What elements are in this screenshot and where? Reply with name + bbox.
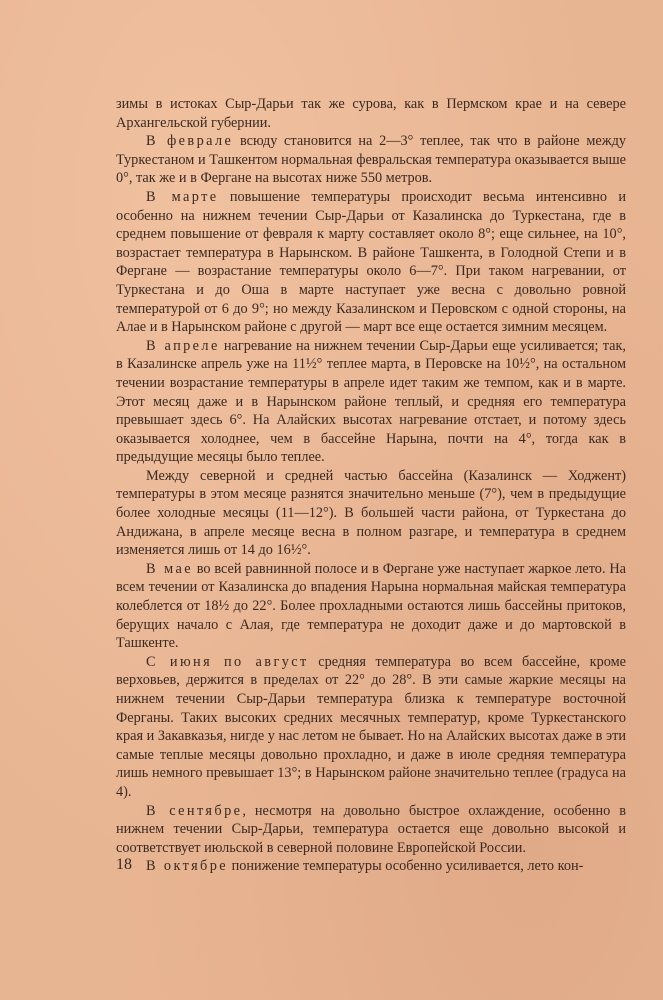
paragraph-march-text: повышение температуры происходит весьма интенсивно и особенно на нижнем течении Сыр-Дарьи от Казалинска до Туркестана, где в среднем повышение от февраля к марту составляет около 8°; еще сильнее, на 10°, возрастает температура в Нарынском. В районе Ташкента, в Голодной Степи и в Фергане — возрастание температуры около 6—7°. При таком нагревании, от Туркестана и до Оша в марте наступает уже весна с довольно ровной температурой от 6 до 9°; но между Казалинском и Перовском с одной стороны, на Алае и в Нарынском районе с другой — март все еще остается зимним месяцем. <box>116 188 626 336</box>
paragraph-1 <box>116 95 626 132</box>
paragraph-april-text: нагревание на нижнем течении Сыр-Дарьи еще усиливается; так, в Казалинске апрель уже на 11½° теплее марта, в Перовске на 10½°, на остальном течении возрастание температуры в апреле идет таким же темпом, как и в марте. Этот месяц даже и в Нарынском районе теплый, и средняя его температура превышает здесь 6°. На Алайских высотах нагревание отстает, и потому здесь оказывается холоднее, чем в бассейне Нарына, почти на 4°, тогда как в предыдущие месяцы было теплее. <box>116 337 626 466</box>
paragraph-summer-text: средняя температура во всем бассейне, кроме верховьев, держится в пределах от 22° до 28°. В эти самые жаркие месяцы на нижнем течении Сыр-Дарьи температура близка к температуре восточной Ферганы. Таких высоких средних месячных температур, кроме Туркестанского края и Закавказья, нигде у нас летом не бывает. Но на Алайских высотах даже в эти самые теплые месяцы довольно прохладно, и даже в июле средняя температура лишь немного превышает 13°; в Нарынском районе значительно теплее (градуса на 4). <box>116 653 626 800</box>
paragraph-march-lead: В марте <box>146 188 219 205</box>
paragraph-summer <box>116 653 626 802</box>
paragraph-february-lead: В феврале <box>146 133 234 150</box>
paragraph-september-lead: В сентябре <box>146 802 243 819</box>
paragraph-february-text: всюду становится на 2—3° теплее, так что в районе между Туркестаном и Ташкентом нормальная февральская температура оказывается выше 0°, так же и в Фергане на высотах ниже 550 метров. <box>116 133 627 187</box>
paragraph-april <box>116 337 626 467</box>
paragraph-may <box>116 560 626 653</box>
paragraph-october-text: понижение температуры особенно усиливается, лето кон- <box>228 858 584 875</box>
paragraph-april-lead: В апреле <box>146 337 220 354</box>
paragraph-march <box>116 188 626 337</box>
paragraph-basin-text: Между северной и средней частью бассейна (Казалинск — Ходжент) температуры в этом месяце разнятся значительно меньше (7°), чем в предыдущие более холодные месяцы (11—12°). В большей части района, от Туркестана до Андижана, в апреле месяце весна в полном разгаре, и температура в среднем изменяется лишь от 14 до 16½°. <box>116 467 626 559</box>
paragraph-basin <box>116 467 626 560</box>
paragraph-october-lead: В октябре <box>146 858 229 875</box>
paragraph-february <box>116 132 626 188</box>
paragraph-september-text: , несмотря на довольно быстрое охлаждение, особенно в нижнем течении Сыр-Дарьи, температура остается еще довольно высокой и соответствует июльской в северной половине Европейской России. <box>116 802 627 856</box>
paragraph-september <box>116 802 626 858</box>
paragraph-october <box>116 857 626 876</box>
page-number: 18 <box>116 856 132 873</box>
paragraph-may-text: во всей равнинной полосе и в Фергане уже наступает жаркое лето. На всем течении от Казалинска до впадения Нарына нормальная майская температура колеблется от 18½ до 22°. Более прохладными остаются лишь бассейны притоков, берущих начало с Алая, где температура не доходит даже и до мартовской в Ташкенте. <box>116 560 626 652</box>
body-text <box>116 95 626 876</box>
paragraph-summer-lead: С июня по август <box>146 653 309 670</box>
paragraph-may-lead: В мае <box>146 560 193 577</box>
paragraph-1-text: зимы в истоках Сыр-Дарьи так же сурова, как в Пермском крае и на севере Архангельской губернии. <box>116 96 626 131</box>
